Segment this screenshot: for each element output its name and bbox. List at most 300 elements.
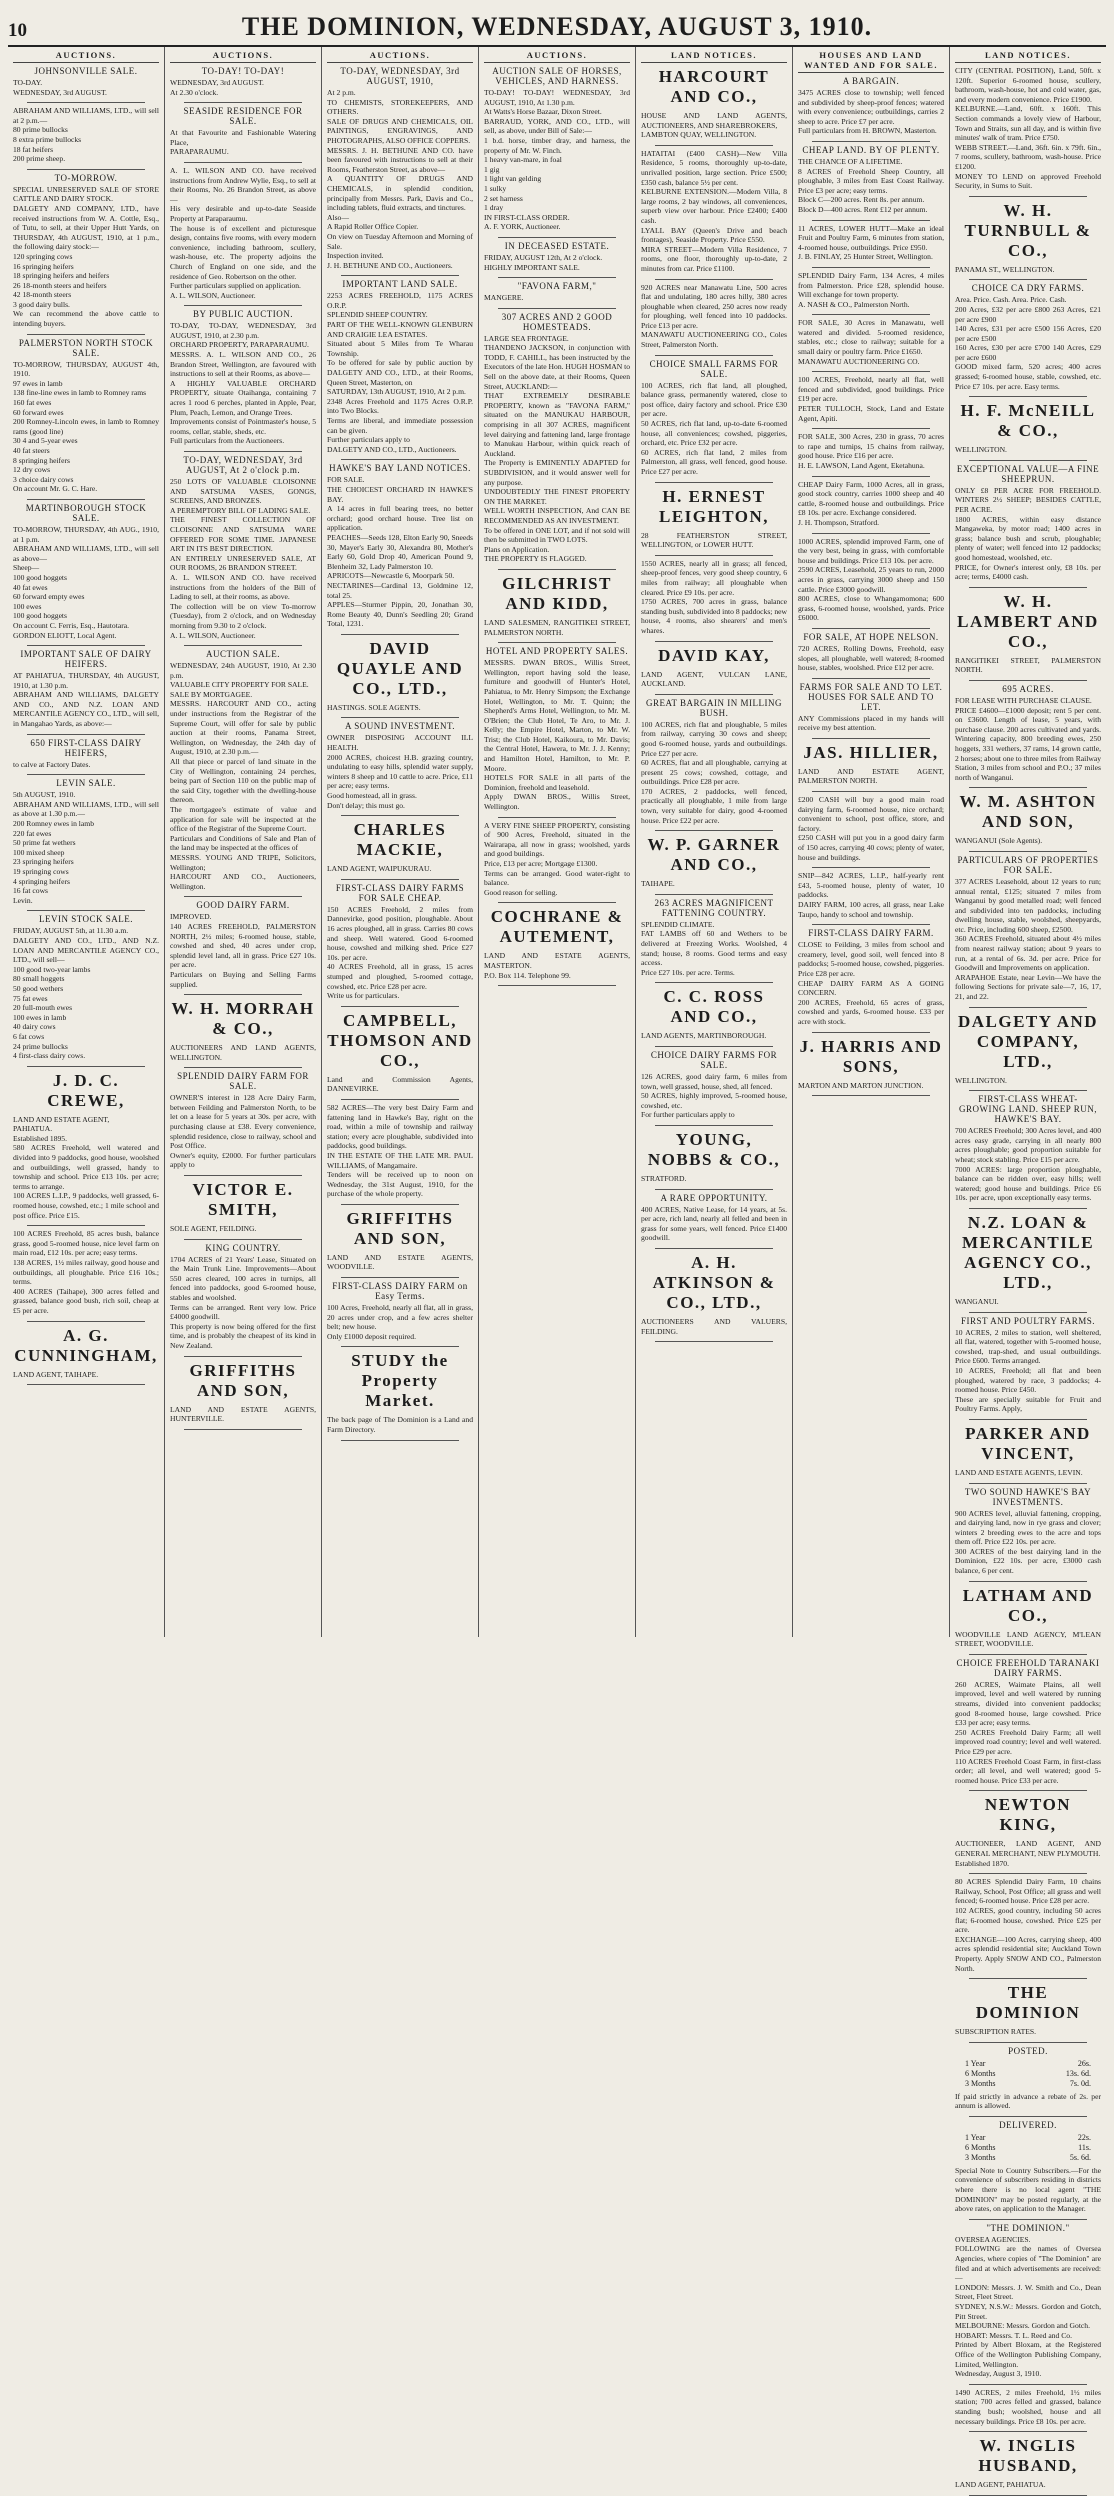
divider <box>184 1067 302 1068</box>
ad-heading: MARTINBOROUGH STOCK SALE. <box>25 502 147 523</box>
ad-text-line: 100 good hoggets <box>13 611 67 621</box>
ad-text-line: 920 ACRES near Manawatu Line, 500 acres flat and undulating, 180 acres hilly, 380 acres ploughable when cleared, 250 acres now ready for ploughing, well fenced into 10 paddocks. Price £13 per acre. <box>641 282 787 330</box>
ad-text-line: Write us for particulars. <box>327 991 400 1001</box>
divider <box>655 1125 773 1126</box>
ad-heading: DELIVERED. <box>999 2119 1057 2130</box>
ad-text-line: LAND AND ESTATE AGENTS, MASTERTON. <box>484 951 630 970</box>
ad-text-line: LAND SALESMEN, RANGITIKEI STREET, PALMERSTON NORTH. <box>484 617 630 637</box>
ad-text-line: KELBURNE.—Land, 60ft. x 160ft. This Section commands a lovely view of Harbour, Town and Straits, sun all day, and is within five minutes' walk of tram. Price £750. <box>955 104 1101 143</box>
advertisement <box>327 66 473 270</box>
advertisement <box>13 1071 159 1221</box>
ad-text-line: HIGHLY IMPORTANT SALE. <box>484 262 580 272</box>
ad-text-line: 2348 Acres Freehold and 1175 Acres O.R.P. into Two Blocks. <box>327 396 473 416</box>
ad-text-line: 140 Acres, £31 per acre £500 156 Acres, £20 per acre £500 <box>955 324 1101 343</box>
advertisement <box>955 855 1101 1002</box>
ad-text-line: Plans on Application. <box>484 544 550 554</box>
ad-heading: CHEAP LAND. BY OF PLENTY. <box>802 144 940 155</box>
ad-text-line: HOBART: Messrs. T. L. Reed and Co. <box>955 2330 1073 2340</box>
ad-text-line: TAIHAPE. <box>641 879 675 889</box>
advertiser-name: W. H. MORRAH & CO., <box>171 999 315 1039</box>
ad-text-line: 582 ACRES—The very best Dairy Farm and fattening land in Hawke's Bay, right on the road, within a mile of township and railway station; every acre ploughable, subdivided into paddocks, good buildings. <box>327 1102 473 1151</box>
rates-table <box>955 2059 1101 2089</box>
ad-heading: GREAT BARGAIN IN MILLING BUSH. <box>645 697 783 718</box>
ad-text-line: FOR SALE. <box>327 475 365 485</box>
ad-text-line: SATURDAY, 13th AUGUST, 1910, At 2 p.m. <box>327 387 466 397</box>
divider <box>969 1873 1087 1874</box>
divider <box>655 355 773 356</box>
advertiser-name: JAS. HILLIER, <box>803 742 939 762</box>
advertisement <box>955 1094 1101 1203</box>
divider <box>27 1225 145 1226</box>
rate-label: 6 Months <box>965 2068 996 2078</box>
ad-text-line: PAHIATUA. <box>13 1124 53 1134</box>
divider <box>969 587 1087 588</box>
ad-text-line: At 2.30 o'clock. <box>170 87 219 97</box>
ad-heading: A BARGAIN. <box>842 76 900 86</box>
ad-heading: HOTEL AND PROPERTY SALES. <box>485 646 629 657</box>
ad-heading: A SOUND INVESTMENT. <box>344 721 456 732</box>
ad-text-line: SALE BY MORTGAGEE. <box>170 689 253 699</box>
divider <box>969 1312 1087 1313</box>
ad-text-line: To be offered in ONE LOT, and if not sold will then be submitted in TWO LOTS. <box>484 525 630 545</box>
ad-text-line: 60 forward empty ewes <box>13 592 85 602</box>
ad-heading: FIRST-CLASS DAIRY FARMS FOR SALE CHEAP. <box>335 882 465 903</box>
ad-text-line: TO-MORROW, THURSDAY, AUGUST 4th, 1910. <box>13 359 159 379</box>
ad-text-line: Good reason for selling. <box>484 887 558 897</box>
ad-text-line: 1000 ACRES, splendid improved Farm, one of the very best, being in grass, with comfortable house and buildings. Price £13 10s. per acre. <box>798 536 944 565</box>
ad-text-line: 170 ACRES, 2 paddocks, well fenced, practically all ploughable, 1 mile from large town, very suitable for dairy, good 4-roomed house. Price £22 per acre. <box>641 786 787 825</box>
ad-text-line: FRIDAY, AUGUST 12th, At 2 o'clock. <box>484 252 603 262</box>
ad-text-line: J. H. Thompson, Stratford. <box>798 517 880 527</box>
ad-text-line: 1750 ACRES, 700 acres in grass, balance standing bush, subdivided into 8 paddocks; new house, 4 rooms, also shearers' and men's whares. <box>641 597 787 635</box>
ad-text-line: LAND AGENTS, MARTINBOROUGH. <box>641 1031 767 1041</box>
ad-text-line: Special Note to Country Subscribers.—For the convenience of subscribers residing in districts where there is no local agent "THE DOMINION" may be posted regularly, at the above rates, on application to the Manager. <box>955 2165 1101 2214</box>
ad-text-line: A. L. WILSON, Auctioneer. <box>170 630 256 640</box>
advertisement <box>13 1326 159 1380</box>
column-header: HOUSES AND LAND WANTED AND FOR SALE. <box>798 50 944 73</box>
ad-text-line: Owner's equity, £2000. For further particulars apply to <box>170 1150 316 1170</box>
ad-heading: FIRST-CLASS WHEAT-GROWING LAND. SHEEP RUN, HAWKE'S BAY. <box>959 1094 1097 1125</box>
divider <box>969 1007 1087 1008</box>
divider <box>812 428 930 429</box>
ad-heading: TWO SOUND HAWKE'S BAY INVESTMENTS. <box>964 1486 1092 1507</box>
column-header: LAND NOTICES. <box>641 50 787 63</box>
advertisement <box>484 907 630 980</box>
ad-text-line: Particulars on Buying and Selling Farms supplied. <box>170 969 316 989</box>
ad-text-line: 100 ACRES, rich flat land, all ploughed, balance grass, permanently watered, close to post office, dairy factory and school. Price £30 per acre. <box>641 380 787 419</box>
ad-text-line: 40 fat ewes <box>13 582 48 592</box>
advertisement <box>641 283 787 350</box>
advertisement <box>641 987 787 1041</box>
divider <box>969 1581 1087 1582</box>
advertisement <box>13 914 159 1060</box>
advertisement <box>484 574 630 637</box>
ad-text-line: CLOSE to Feilding, 3 miles from school and creamery, level, good soil, well fenced into 8 paddocks; 5-roomed house, cowshed, piggeries. Price £28 per acre. <box>798 940 944 978</box>
advertisement <box>798 682 944 733</box>
ad-text-line: WEDNESDAY, 3rd AUGUST. <box>13 87 107 97</box>
ad-text-line: £200 CASH will buy a good main road dairying farm, 6-roomed house, nice orchard; convenient to school, post office, store, and factory. <box>798 795 944 833</box>
ad-text-line: 8 extra prime bullocks <box>13 134 82 144</box>
ad-text-line: FOR LEASE WITH PURCHASE CLAUSE. <box>955 695 1092 705</box>
ad-text-line: MONEY TO LEND on approved Freehold Security, in Sums to Suit. <box>955 171 1101 191</box>
ad-text-line: Improvements consist of Pointmaster's house, 5 rooms, cellar, stable, sheds, etc. <box>170 417 316 436</box>
advertisement <box>955 592 1101 675</box>
advertisement <box>13 738 159 770</box>
ad-text-line: SALE OF DRUGS AND CHEMICALS, OIL PAINTINGS, ENGRAVINGS, AND PHOTOGRAPHS, ALSO OFFICE COPPERS. <box>327 116 473 145</box>
ad-text-line: 260 ACRES, Waimate Plains, all well improved, level and well watered by running streams, divided into convenient paddocks; good 8-roomed house, large cowshed. Price £33 per acre; easy terms. <box>955 1679 1101 1728</box>
ad-text-line: LARGE SEA FRONTAGE. <box>484 333 569 343</box>
advertisement <box>955 66 1101 191</box>
divider <box>341 634 459 635</box>
ad-text-line: EXCHANGE—100 Acres, carrying sheep, 400 acres splendid residential site; Auckland Town Property. Apply SNOW AND CO., Palmerston North. <box>955 1934 1101 1973</box>
ad-text-line: 12 dry cows <box>13 465 51 475</box>
column-header: AUCTIONS. <box>484 50 630 63</box>
ad-text-line: VALUABLE CITY PROPERTY FOR SALE. <box>170 680 309 690</box>
advertiser-name: VICTOR E. SMITH, <box>192 1180 294 1220</box>
divider <box>812 791 930 792</box>
advertisement <box>641 646 787 689</box>
ad-text-line: ABRAHAM AND WILLIAMS, DALGETY AND CO., AND N.Z. LOAN AND MERCANTILE AGENCY CO., LTD., will sell, in Mangahao Yards, as above:— <box>13 690 159 729</box>
divider <box>184 102 302 103</box>
ad-text-line: 23 springing heifers <box>13 857 74 867</box>
ad-text-line: AT PAHIATUA, THURSDAY, 4th AUGUST, 1910, at 1.30 p.m. <box>13 671 159 690</box>
ad-heading: AUCTION SALE OF HORSES, VEHICLES, AND HARNESS. <box>492 66 622 86</box>
ad-text-line: WEDNESDAY, 3rd AUGUST. <box>170 78 264 87</box>
ad-text-line: SNIP—842 ACRES, L.I.P., half-yearly rent £43, 5-roomed house, plenty of water, 10 paddocks. <box>798 871 944 900</box>
ad-heading: LEVIN SALE. <box>56 778 116 789</box>
ad-text-line: THANDENO JACKSON, in conjunction with TODD, F. CAHILL, has been instructed by the Executors of the late Hon. HUGH HOSMAN to Sell on the above date, at their Rooms, Queen Street, AUCKLAND:— <box>484 343 630 391</box>
ad-text-line: ABRAHAM AND WILLIAMS, LTD., will sell as above at 1.30 p.m.— <box>13 799 159 819</box>
divider <box>27 102 145 103</box>
ad-text-line: MESSRS. J. H. BETHUNE AND CO. have been favoured with instructions to sell at their Rooms, Featherston Street, as above— <box>327 145 473 174</box>
advertisement <box>13 106 159 164</box>
advertisement <box>955 2046 1101 2111</box>
ad-text-line: FOR SALE, 30 Acres in Manawatu, well watered and divided. 5-roomed residence, stables, etc.; close to railway; suitable for a small dairy or poultry farm. Price £1650. <box>798 318 944 357</box>
advertisement <box>170 455 316 640</box>
ad-text-line: 4 first-class dairy cows. <box>13 1051 86 1061</box>
ad-text-line: 800 ACRES, close to Whangamomona; 600 grass, 6-roomed house, woolshed, yards. Price £6000. <box>798 594 944 623</box>
divider <box>498 569 616 570</box>
divider <box>341 717 459 718</box>
advertisement <box>641 1130 787 1184</box>
divider <box>812 141 930 142</box>
ad-text-line: For further particulars apply to <box>641 1110 735 1120</box>
ad-text-line: A QUANTITY OF DRUGS AND CHEMICALS, in splendid condition, principally from Messrs. Park, Davis and Co., including tablets, fluid extracts, and tinctures. <box>327 174 473 213</box>
advertisement <box>641 359 787 477</box>
ad-text-line: WEBB STREET.—Land, 36ft. 6in. x 79ft. 6in., 7 rooms, scullery, bathroom, wash-house. Price £1200. <box>955 142 1101 171</box>
divider <box>184 451 302 452</box>
ad-text-line: Full particulars from H. BROWN, Masterton. <box>798 126 937 136</box>
ad-text-line: 150 ACRES Freehold, 2 miles from Dannevirke, good position, ploughable. About 16 acres ploughed, all in grass. Carries 80 cows and sheep. Well watered. Good 6-roomed house, cowshed and milking shed. Price £27 10s. per acre. <box>327 904 473 962</box>
ad-text-line: 40 dairy cows <box>13 1022 56 1032</box>
ad-text-line: 2253 ACRES FREEHOLD, 1175 ACRES O.R.P. <box>327 291 473 310</box>
advertisement <box>955 792 1101 846</box>
ad-text-line: NECTARINES—Cardinal 13, Goldmine 12, total 25. <box>327 580 473 600</box>
ad-text-line: 8 springing heifers <box>13 455 70 465</box>
ad-text-line: THAT EXTREMELY DESIRABLE PROPERTY, known as "FAVONA FARM," situated on the MANUKAU HARBOUR, comprising in all 307 ACRES, magnificent level dairying and fattening land, large frontage to Manukau Harbour, within quick reach of Auckland. <box>484 391 630 458</box>
ad-text-line: 360 ACRES Freehold, situated about 4½ miles from nearest railway station; about 9 years to run, at a rental of 6s. 3d. per acre. Price for Goodwill and Improvements on application. <box>955 934 1101 973</box>
divider <box>655 641 773 642</box>
ad-heading: IMPORTANT LAND SALE. <box>342 279 458 290</box>
ad-text-line: This property is now being offered for the first time, and is probably the cheapest of its kind in New Zealand. <box>170 1321 316 1350</box>
ad-text-line: 1 dray <box>484 203 504 213</box>
advertisement <box>798 318 944 366</box>
ad-text-line: 60 ACRES, flat and all ploughable, carrying at present 25 cows; cowshed, cottage, and outbuildings. Price £28 per acre. <box>641 758 787 787</box>
ad-text-line: Established 1870. <box>955 1858 1009 1868</box>
ad-text-line: Tenders will be received up to noon on Wednesday, the 31st August, 1910, for the purchase of the whole property. <box>327 1170 473 1199</box>
ad-text-line: SPLENDID SHEEP COUNTRY. <box>327 310 428 320</box>
ad-text-line: CITY (CENTRAL POSITION), Land, 50ft. x 120ft. Superior 6-roomed house, scullery, bathroom, wash-house, hot and cold water, gas, and every modern convenience. Price £1900. <box>955 66 1101 104</box>
divider <box>184 1356 302 1357</box>
ad-heading: 650 FIRST-CLASS DAIRY HEIFERS, <box>30 737 142 758</box>
ad-text-line: 1704 ACRES of 21 Years' Lease, Situated on the Main Trunk Line. Improvements—About 550 acres cleared, 100 acres in turnips, all fenced into paddocks, good 6-roomed house, stables and woolshed. <box>170 1254 316 1302</box>
ad-text-line: 1 light van gelding <box>484 174 542 184</box>
advertisement <box>484 241 630 272</box>
advertiser-name: N.Z. LOAN & MERCANTILE AGENCY CO., LTD., <box>961 1212 1095 1292</box>
advertiser-name: HARCOURT AND CO., <box>658 67 770 106</box>
divider <box>184 1175 302 1176</box>
ad-text-line: 80 prime bullocks <box>13 125 68 135</box>
ad-text-line: PETER TULLOCH, Stock, Land and Estate Agent, Apiti. <box>798 404 944 423</box>
ad-text-line: 200 prime sheep. <box>13 154 66 164</box>
advertiser-name: W. H. LAMBERT AND CO., <box>957 591 1099 651</box>
divider <box>184 305 302 306</box>
divider <box>969 2042 1087 2043</box>
divider <box>341 815 459 816</box>
rate-label: 3 Months <box>965 2152 996 2162</box>
advertiser-name: YOUNG, NOBBS & CO., <box>647 1129 781 1169</box>
ad-text-line: 18 springing heifers and heifers <box>13 271 110 281</box>
ad-text-line: LAND AGENT, TAIHAPE. <box>13 1369 99 1379</box>
ad-text-line: 16 springing heifers <box>13 261 74 271</box>
advertisement <box>798 224 944 262</box>
ad-text-line: APRICOTS—Newcastle 6, Moorpark 50. <box>327 571 455 581</box>
ad-text-line: Levin. <box>13 895 33 905</box>
divider <box>341 1346 459 1347</box>
ad-text-line: J. B. FINLAY, 25 Hunter Street, Wellington. <box>798 252 933 262</box>
ad-text-line: KELBURNE EXTENSION.—Modern Villa, 8 large rooms, 2 bay windows, all conveniences, superb view over harbour. Price £2400; £400 cash. <box>641 187 787 225</box>
divider <box>498 985 616 986</box>
ad-heading: FIRST-CLASS DAIRY FARM on Easy Terms. <box>332 1281 468 1302</box>
ad-text-line: Land and Commission Agents, DANNEVIRKE. <box>327 1074 473 1094</box>
advertisement <box>327 883 473 1001</box>
ad-text-line: 138 fine-line ewes in lamb to Romney rams <box>13 388 147 398</box>
ad-text-line: BARRAUD, YORK, AND CO., LTD., will sell, as above, under Bill of Sale:— <box>484 116 630 136</box>
divider <box>184 1429 302 1430</box>
divider <box>969 1790 1087 1791</box>
ad-text-line: 100 good two-year lambs <box>13 964 91 974</box>
ad-text-line: 28 FEATHERSTON STREET, WELLINGTON, or LOWER HUTT. <box>641 530 787 550</box>
divider <box>27 1066 145 1067</box>
ad-heading: "THE DOMINION." <box>986 2222 1070 2233</box>
divider <box>498 237 616 238</box>
ad-text-line: 4 springing heifers <box>13 876 70 886</box>
divider <box>27 774 145 775</box>
rate-value: 7s. 0d. <box>1069 2078 1091 2088</box>
divider <box>27 499 145 500</box>
advertisement <box>955 283 1101 391</box>
ad-text-line: MARTON AND MARTON JUNCTION. <box>798 1080 924 1090</box>
ad-text-line: TO-DAY. <box>13 78 43 87</box>
advertisement <box>13 1229 159 1315</box>
ad-text-line: A. L. WILSON AND CO. have received instructions from Andrew Wylie, Esq., to sell at their Rooms, No. 26 Brandon Street, as above— <box>170 165 316 204</box>
advertisement <box>955 2436 1101 2490</box>
ad-text-line: MELBOURNE: Messrs. Gordon and Gotch. <box>955 2321 1090 2331</box>
ad-text-line: Block D—400 acres. Rent £12 per annum. <box>798 204 928 214</box>
ad-text-line: 200 ACRES, Freehold, 65 acres of grass, cowshed and yards, 6-roomed house. £33 per acre with stock. <box>798 997 944 1026</box>
ad-text-line: GOOD mixed farm, 520 acres; 400 acres grassed; 6-roomed house, stable, cowshed, etc. Price £7 10s. per acre. Easy terms. <box>955 362 1101 391</box>
advertisement <box>170 106 316 157</box>
ad-text-line: 160 Acres, £30 per acre £700 140 Acres, £29 per acre £600 <box>955 343 1101 362</box>
ad-text-line: Wednesday, August 3, 1910. <box>955 2369 1042 2379</box>
divider <box>969 1208 1087 1209</box>
ad-heading: HAWKE'S BAY LAND NOTICES. <box>329 463 471 474</box>
ad-text-line: 100 ACRES L.I.P., 9 paddocks, well grassed, 6-roomed house, cowshed, etc.; 1 mile school and post office. Price £15. <box>13 1191 159 1220</box>
advertisement <box>641 487 787 550</box>
ad-text-line: 400 ACRES (Taihape), 300 acres felled and grassed, balance good bush, rich soil, cheap at £5 per acre. <box>13 1286 159 1315</box>
ad-text-line: A Rapid Roller Office Copier. <box>327 222 419 232</box>
ad-text-line: 900 ACRES level, alluvial fattening, cropping, and dairying land, now in rye grass and clover; winters 2 breeding ewes to the acre and tops them off. Price £22 10s. per acre. <box>955 1508 1101 1547</box>
advertisement <box>170 309 316 446</box>
ad-text-line: These are specially suitable for Fruit and Poultry Farms. Apply, <box>955 1394 1101 1414</box>
ad-text-line: We can recommend the above cattle to intending buyers. <box>13 309 159 329</box>
ad-text-line: OWNER DISPOSING ACCOUNT ILL HEALTH. <box>327 733 473 753</box>
ad-text-line: Area. Price. Cash. Area. Price. Cash. <box>955 295 1067 305</box>
ad-text-line: 42 18-month steers <box>13 290 72 300</box>
advertisement <box>641 835 787 889</box>
ad-text-line: 60 ACRES, rich flat land, 2 miles from Palmerston, all grass, well fenced, good house. Price £27 per acre. <box>641 447 787 476</box>
divider <box>655 1189 773 1190</box>
ad-text-line: WELLINGTON. <box>955 1075 1007 1085</box>
ad-text-line: All that piece or parcel of land situate in the City of Wellington, containing 24 perches, being part of Section 110 on the public map of the said City, together with the dwelling-house thereon. <box>170 757 316 805</box>
advertiser-name: GILCHRIST AND KIDD, <box>502 573 612 613</box>
rate-row <box>955 2133 1101 2143</box>
divider <box>969 1483 1087 1484</box>
divider <box>969 1654 1087 1655</box>
advertiser-name: A. H. ATKINSON & CO., LTD., <box>652 1252 776 1312</box>
ad-text-line: ABRAHAM AND WILLIAMS, LTD., will sell at 2 p.m.— <box>13 106 159 125</box>
ad-text-line: Terms can be arranged. Good water-right to balance. <box>484 868 630 888</box>
ad-text-line: 20 full-mouth ewes <box>13 1003 73 1013</box>
divider <box>341 459 459 460</box>
divider <box>184 162 302 163</box>
ad-text-line: H. E. LAWSON, Land Agent, Eketahuna. <box>798 461 925 470</box>
ad-text-line: 1800 ACRES, within easy distance Mangaweka, by motor road; 1400 acres in grass; balance bush and scrub, ploughable; plenty of water; well fenced into 12 paddocks; good homestead, woolshed, etc. <box>955 514 1101 562</box>
ad-text-line: AUCTIONEER, LAND AGENT, AND GENERAL MERCHANT, NEW PLYMOUTH. <box>955 1839 1101 1858</box>
ad-text-line: OVERSEA AGENCIES. <box>955 2234 1031 2244</box>
advertiser-name: H. ERNEST LEIGHTON, <box>658 486 770 526</box>
divider <box>655 279 773 280</box>
divider <box>812 867 930 868</box>
ad-text-line: PRICE £4600—£1000 deposit; rent 5 per cent. on £3600. Length of lease, 5 years, with purchase clause. 200 acres cultivated and yards. Wintering capacity, 800 breeding ewes, 250 hoggets, 331 wethers, 37 rams, 14 grown cattle, 2 horses; about one to three miles from Railway Station, 3 miles from school and P.O.; 37 miles north of Wanganui. <box>955 705 1101 782</box>
advertiser-name: NEWTON KING, <box>984 1795 1072 1835</box>
advertisement <box>798 1037 944 1091</box>
ad-text-line: PRICE, for Owner's interest only, £8 10s. per acre; terms, £4000 cash. <box>955 562 1101 582</box>
column-5 <box>636 47 793 1637</box>
ad-text-line: Block C—200 acres. Rent 8s. per annum. <box>798 195 925 205</box>
ad-text-line: MIRA STREET—Modern Villa Residence, 7 rooms, one floor, thoroughly up-to-date, 2 minutes from car. Price £1100. <box>641 244 787 273</box>
advertisement <box>484 312 630 564</box>
ad-text-line: 100 Acres, Freehold, nearly all flat, all in grass, 20 acres under crop, and a few acres shelter belt; new house. <box>327 1303 473 1332</box>
ad-text-line: 1490 ACRES, 2 miles Freehold, 1½ miles station; 700 acres felled and grassed, balance standing bush; woolshed, house and all necessary buildings. Price £8 10s. per acre. <box>955 2387 1101 2426</box>
page-number: 10 <box>8 20 27 41</box>
divider <box>969 680 1087 681</box>
rate-label: 3 Months <box>965 2078 996 2088</box>
ad-text-line: Terms can be arranged. Rent very low. Price £4000 goodwill. <box>170 1302 316 1322</box>
ad-text-line: 75 fat ewes <box>13 993 48 1003</box>
ad-text-line: 50 prime fat wethers <box>13 838 76 848</box>
advertiser-name: W. H. TURNBULL & CO., <box>964 200 1092 260</box>
ad-text-line: AUCTIONEERS AND LAND AGENTS, WELLINGTON. <box>170 1043 316 1062</box>
ad-text-line: MESSRS. A. L. WILSON AND CO., 26 Brandon Street, Wellington, are favoured with instructions to sell at their Rooms, as above— <box>170 350 316 379</box>
advertisement <box>327 1209 473 1272</box>
advertisement <box>484 66 630 232</box>
divider <box>655 830 773 831</box>
ad-text-line: 2590 ACRES, Leasehold, 25 years to run, 2000 acres in grass, carrying 3000 sheep and 150 cattle. Price £3000 goodwill. <box>798 565 944 594</box>
ad-text-line: DAIRY FARM, 100 acres, all grass, near Lake Taupo, handy to school and township. <box>798 900 944 919</box>
advertisement <box>798 375 944 423</box>
ad-text-line: P.O. Box 114. Telephone 99. <box>484 970 571 980</box>
ad-heading: IMPORTANT SALE OF DAIRY HEIFERS. <box>20 649 152 670</box>
advertisement <box>798 632 944 673</box>
ad-text-line: 10 ACRES, 2 miles to station, well sheltered, all flat, watered, together with 5-roomed house, cowshed, trap-shed, and usual outbuildings. Price £600. Terms arranged. <box>955 1327 1101 1366</box>
ad-heading: 307 ACRES AND 2 GOOD HOMESTEADS. <box>501 311 613 332</box>
divider <box>27 734 145 735</box>
advertisement <box>327 820 473 874</box>
ad-text-line: Terms are liberal, and immediate possession can be given. <box>327 416 473 435</box>
advertisement <box>13 649 159 729</box>
ad-text-line: 100 ACRES Freehold, 85 acres bush, balance grass, good 5-roomed house, nice level farm on main road, £12 10s. per acre; easy terms. <box>13 1229 159 1258</box>
ad-text-line: 100 mixed sheep <box>13 847 65 857</box>
divider <box>812 678 930 679</box>
ad-text-line: Good homestead, all in grass. <box>327 791 417 801</box>
ad-text-line: On view on Tuesday Afternoon and Morning of Sale. <box>327 231 473 251</box>
ad-heading: AUCTION SALE. <box>206 649 280 660</box>
ad-text-line: MANAWATU AUCTIONEERING CO., Coles Street, Palmerston North. <box>641 330 787 350</box>
advertisement <box>484 281 630 303</box>
ad-heading: IN DECEASED ESTATE. <box>504 240 610 251</box>
ad-text-line: ABRAHAM AND WILLIAMS, LTD., will sell as above— <box>13 544 159 563</box>
divider <box>498 277 616 278</box>
ad-text-line: A VERY FINE SHEEP PROPERTY, consisting of 900 Acres, Freehold, situated in the Wairarapa, all now in grass; woolshed, yards and good buildings. <box>484 820 630 859</box>
rate-row <box>955 2143 1101 2153</box>
advertiser-name: H. F. McNEILL & CO., <box>960 401 1096 441</box>
ad-text-line: MESSRS. HARCOURT AND CO., acting under instructions from the Registrar of the Supreme Court, will offer for sale by public auction at their rooms, Panama Street, Wellington, on Wednesday, the 24th day of August, 1910, at 2.30 p.m.— <box>170 699 316 757</box>
ad-text-line: MANGERE. <box>484 293 524 303</box>
divider <box>655 982 773 983</box>
ad-text-line: LONDON: Messrs. J. W. Smith and Co., Dean Street, Fleet Street. <box>955 2282 1101 2302</box>
ad-text-line: A. NASH & CO., Palmerston North. <box>798 299 910 309</box>
ad-text-line: CHEAP DAIRY FARM AS A GOING CONCERN. <box>798 978 944 998</box>
ad-text-line: A 14 acres in full bearing trees, no better orchard; good orchard house. Tree list on application. <box>327 504 473 533</box>
ad-heading: PALMERSTON NORTH STOCK SALE. <box>18 337 154 358</box>
ad-text-line: 200 Acres, £32 per acre £800 263 Acres, £21 per acre £900 <box>955 304 1101 324</box>
ad-text-line: Don't delay; this must go. <box>327 800 405 810</box>
ad-heading: CHOICE CA DRY FARMS. <box>971 283 1085 294</box>
divider <box>184 896 302 897</box>
divider <box>655 1046 773 1047</box>
advertiser-name: CHARLES MACKIE, <box>353 820 447 860</box>
advertisement <box>484 821 630 898</box>
ad-text-line: 1 gig <box>484 164 500 174</box>
ad-text-line: 126 ACRES, good dairy farm, 6 miles from town, well grassed, house, shed, all fenced. <box>641 1072 787 1091</box>
masthead <box>8 4 1106 47</box>
ad-heading: THE DOMINION <box>975 1983 1081 2023</box>
divider <box>969 396 1087 397</box>
ad-text-line: THE FINEST COLLECTION OF CLOISONNE AND SATSUMA WARE OFFERED FOR SOME TIME. JAPANESE ART IN ITS BEST DIRECTION. <box>170 515 316 554</box>
ad-text-line: TO CHEMISTS, STOREKEEPERS, AND OTHERS. <box>327 97 473 117</box>
ad-text-line: Only £1000 deposit required. <box>327 1331 417 1341</box>
